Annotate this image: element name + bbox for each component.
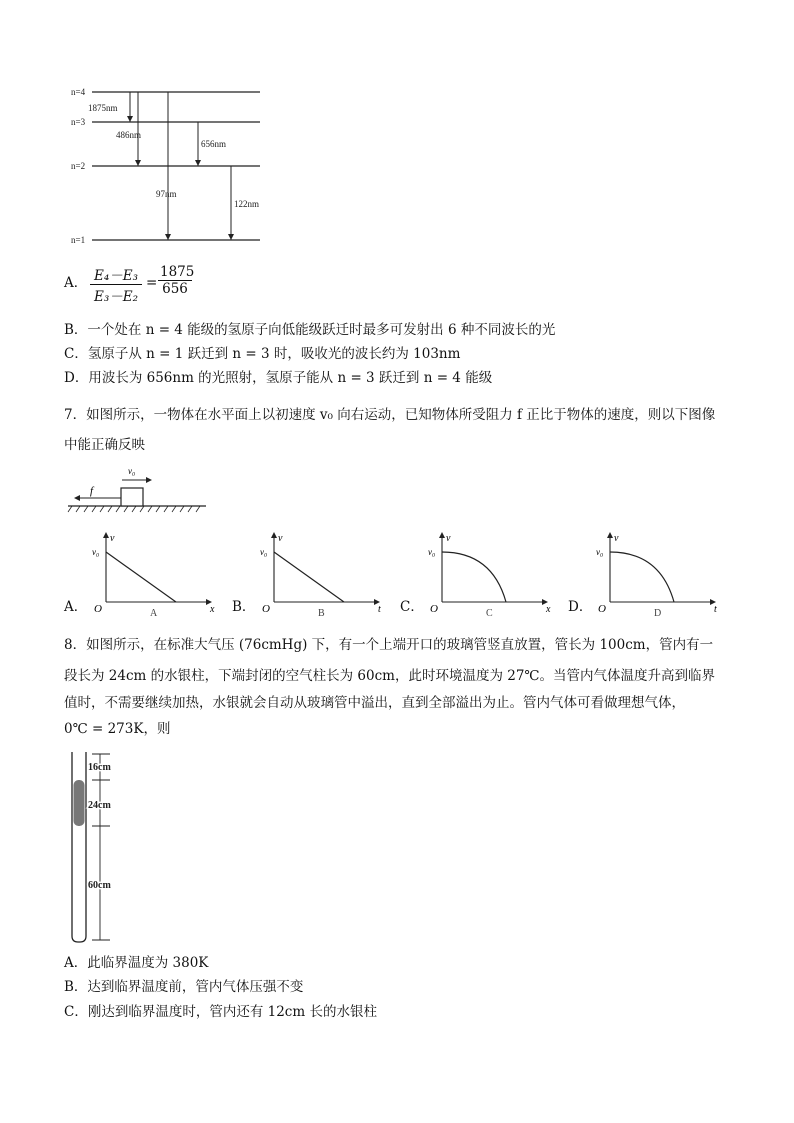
q7-graph-1-xlabel: t [378,604,381,615]
q7-graph-3-y0: v₀ [596,547,604,557]
q7-graph-3-xlabel: t [714,604,717,615]
q7-graph-1-line [274,552,344,602]
q6-a-numerator: E₄－E₃ [90,264,142,285]
q7-graph-0-sub: A [150,608,158,616]
q6-a-equals: = [146,275,158,291]
q7-graph-0-origin: O [94,603,102,615]
transition-486: 486nm [116,130,142,140]
transition-656: 656nm [201,139,227,149]
q7-graph-2-sub: C [486,608,493,616]
q7-graph-0-line [106,552,176,602]
q6-a-right-numerator: 1875 [160,264,195,280]
q6-a-denominator: E₃－E₂ [93,289,139,305]
q6-option-a-fraction-left [90,264,142,305]
q7-fig-f: f [90,485,94,497]
q8-line-1: 8．如图所示，在标准大气压 (76cmHg) 下，有一个上端开口的玻璃管竖直放置，管长为 100cm，管内有一 [64,637,714,653]
q7-graph-2-origin: O [430,603,438,615]
q6-option-a-fraction-right [158,264,195,297]
level-n4: n=4 [71,87,86,97]
q6-option-d: D．用波长为 656nm 的光照射，氢原子能从 n = 3 跃迁到 n = 4 能级 [64,370,493,386]
q7-graph-1-origin: O [262,603,270,615]
q7-line-2: 中能正确反映 [64,437,145,453]
q6-option-a-label: A． [64,275,88,291]
q7-graph-2-curve [442,552,506,602]
q7-block-figure [66,462,208,518]
transition-1875: 1875nm [88,103,118,113]
q7-graph-3-origin: O [598,603,606,615]
q7-graph-label-3: D． [568,599,593,615]
q7-graph-label-1: B． [232,599,256,615]
tube-label-16cm: 16cm [88,762,111,773]
q8-option-c: C．刚达到临界温度时，管内还有 12cm 长的水银柱 [64,1004,377,1020]
q8-line-2: 段长为 24cm 的水银柱，下端封闭的空气柱长为 60cm，此时环境温度为 27℃。当管内气体温度升高到临界 [64,668,716,684]
q7-graph-1-ylabel: v [278,533,283,544]
transition-97: 97nm [156,189,177,199]
q8-option-b: B．达到临界温度前，管内气体压强不变 [64,979,304,995]
q8-option-a: A．此临界温度为 380K [64,955,209,971]
level-n1: n=1 [71,235,86,245]
q7-graph-3-ylabel: v [614,533,619,544]
q7-graph-3-sub: D [654,608,662,616]
q7-graph-0-xlabel: x [210,604,215,615]
q7-graph-3 [594,530,724,616]
q8-line-3: 值时，不需要继续加热，水银就会自动从玻璃管中溢出，直到全部溢出为止。管内气体可看做理想气体， [64,695,685,711]
q8-tube-figure [66,748,136,946]
q7-graph-2-xlabel: x [546,604,551,615]
q7-graph-label-2: C． [400,599,424,615]
q7-graph-1-y0: v₀ [260,547,268,557]
transition-122: 122nm [234,199,260,209]
q7-graph-0-y0: v₀ [92,547,100,557]
q7-graph-3-curve [610,552,674,602]
q7-graph-2-ylabel: v [446,533,451,544]
q7-graph-label-0: A． [64,599,88,615]
q7-graph-0 [90,530,220,616]
q7-graph-0-ylabel: v [110,533,115,544]
q7-fig-v0: v₀ [128,466,136,476]
q7-graph-1 [258,530,388,616]
q7-graph-2 [426,530,556,616]
q6-a-right-denominator: 656 [162,281,188,297]
energy-level-diagram [68,84,268,250]
q6-option-b: B．一个处在 n = 4 能级的氢原子向低能级跃迁时最多可发射出 6 种不同波长的光 [64,322,556,338]
q6-option-c: C．氢原子从 n = 1 跃迁到 n = 3 时，吸收光的波长约为 103nm [64,346,461,362]
tube-label-24cm: 24cm [88,800,111,811]
level-n2: n=2 [71,161,86,171]
q7-graph-1-sub: B [318,608,325,616]
level-n3: n=3 [71,117,86,127]
q7-line-1: 7．如图所示，一物体在水平面上以初速度 v₀ 向右运动，已知物体所受阻力 f 正比于物体的速度，则以下图像 [64,407,716,423]
q8-line-4: 0℃ = 273K，则 [64,721,171,737]
tube-label-60cm: 60cm [88,880,111,891]
q7-graph-2-y0: v₀ [428,547,436,557]
